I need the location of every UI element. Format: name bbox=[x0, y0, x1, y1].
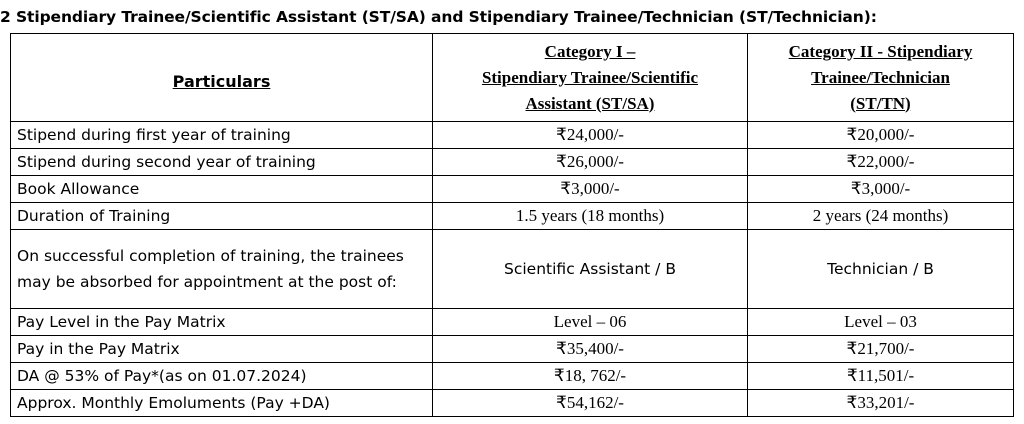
row-category-2-value: 2 years (24 months) bbox=[748, 203, 1014, 230]
row-label: Pay in the Pay Matrix bbox=[11, 336, 433, 363]
header-category-2-line: Category II - Stipendiary bbox=[788, 41, 973, 61]
row-category-1-value: ₹24,000/- bbox=[433, 122, 748, 149]
row-category-2-value: Technician / B bbox=[748, 230, 1014, 309]
row-category-1-value: ₹3,000/- bbox=[433, 176, 748, 203]
row-category-1-value: ₹26,000/- bbox=[433, 149, 748, 176]
header-particulars: Particulars bbox=[11, 34, 433, 122]
row-category-1-value: Scientific Assistant / B bbox=[433, 230, 748, 309]
stipend-table bbox=[10, 33, 1014, 417]
row-label: Stipend during first year of training bbox=[11, 122, 433, 149]
row-category-2-value: ₹3,000/- bbox=[748, 176, 1014, 203]
header-category-2 bbox=[748, 34, 1014, 122]
table-row bbox=[11, 390, 1014, 417]
row-category-1-value: ₹18, 762/- bbox=[433, 363, 748, 390]
table-row bbox=[11, 149, 1014, 176]
row-category-2-value: ₹21,700/- bbox=[748, 336, 1014, 363]
row-category-1-value: 1.5 years (18 months) bbox=[433, 203, 748, 230]
row-label: DA @ 53% of Pay*(as on 01.07.2024) bbox=[11, 363, 433, 390]
row-category-2-value: Level – 03 bbox=[748, 309, 1014, 336]
row-label: Pay Level in the Pay Matrix bbox=[11, 309, 433, 336]
row-category-2-value: ₹22,000/- bbox=[748, 149, 1014, 176]
header-category-1-line: Assistant (ST/SA) bbox=[525, 93, 655, 113]
row-category-1-value: ₹54,162/- bbox=[433, 390, 748, 417]
section-heading: 2 Stipendiary Trainee/Scientific Assistant (ST/SA) and Stipendiary Trainee/Technician (ST/Technician): bbox=[0, 8, 877, 26]
row-label: Approx. Monthly Emoluments (Pay +DA) bbox=[11, 390, 433, 417]
row-category-1-value: ₹35,400/- bbox=[433, 336, 748, 363]
row-category-2-value: ₹20,000/- bbox=[748, 122, 1014, 149]
header-category-2-line: Trainee/Technician bbox=[811, 67, 950, 87]
table-row bbox=[11, 363, 1014, 390]
header-category-1-line: Category I – bbox=[544, 41, 636, 61]
row-label: Stipend during second year of training bbox=[11, 149, 433, 176]
row-category-1-value: Level – 06 bbox=[433, 309, 748, 336]
header-category-1-line: Stipendiary Trainee/Scientific bbox=[481, 67, 699, 87]
row-label: Duration of Training bbox=[11, 203, 433, 230]
table-row bbox=[11, 230, 1014, 309]
table-row bbox=[11, 309, 1014, 336]
table-row bbox=[11, 122, 1014, 149]
table-row bbox=[11, 336, 1014, 363]
table-row bbox=[11, 176, 1014, 203]
table-header-row bbox=[11, 34, 1014, 122]
table-row bbox=[11, 203, 1014, 230]
row-category-2-value: ₹33,201/- bbox=[748, 390, 1014, 417]
row-label: Book Allowance bbox=[11, 176, 433, 203]
header-category-1 bbox=[433, 34, 748, 122]
row-label: On successful completion of training, the trainees may be absorbed for appointment at the post of: bbox=[11, 230, 433, 309]
header-category-2-line: (ST/TN) bbox=[850, 93, 911, 113]
row-category-2-value: ₹11,501/- bbox=[748, 363, 1014, 390]
